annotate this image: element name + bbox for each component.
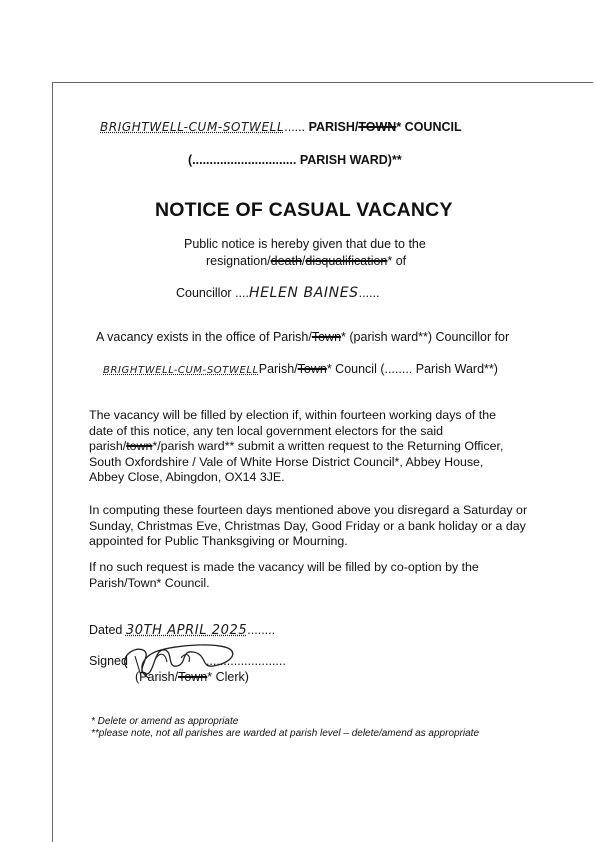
computing-paragraph: In computing these fourteen days mentioned above you disregard a Saturday or Sunday, Christmas Eve, Christmas Day, Good Friday or a bank holiday or a day appointed for Public Thanksgiving or Mourning.: [89, 503, 528, 549]
vacancy-town-2: Town: [297, 362, 327, 376]
election-line-4: South Oxfordshire / Vale of White Horse District Council*, Abbey House,: [89, 454, 484, 469]
council-suffix-parish: PARISH/: [308, 120, 359, 134]
vacancy-town: Town: [311, 330, 342, 344]
notice-line-2: [206, 254, 406, 268]
notice-line-1: Public notice is hereby given that due to the: [184, 237, 426, 251]
election-line-2: date of this notice, any ten local government electors for the said: [89, 423, 444, 438]
ward-line-end: PARISH WARD)**: [296, 153, 402, 167]
election-town: town: [126, 439, 153, 454]
councillor-dots-after: ......: [358, 286, 380, 300]
cooption-paragraph: If no such request is made the vacancy will be filled by co-option by the Parish/Town* Council.: [89, 560, 479, 590]
signed-label: Signed: [89, 654, 128, 668]
councillor-name-handwritten: HELEN BAINES: [248, 285, 359, 301]
vacancy-start: A vacancy exists in the office of Parish/: [96, 330, 312, 344]
signed-role: [135, 670, 249, 684]
page-title: NOTICE OF CASUAL VACANCY: [155, 199, 453, 221]
councillor-dots-before: ....: [235, 286, 249, 300]
role-parish: Parish/: [139, 670, 179, 684]
council-suffix-town: TOWN: [358, 120, 397, 134]
notice-disqualification: disqualification: [305, 254, 388, 268]
notice-tail: * of: [387, 254, 407, 268]
vacancy-line-2: [103, 362, 498, 376]
dated-handwritten: 30TH APRIL 2025: [125, 623, 248, 638]
election-line-3: [89, 439, 559, 455]
election-parish: parish/: [89, 439, 127, 454]
dated-dots: ........: [247, 623, 276, 637]
election-paragraph: [89, 408, 559, 486]
footnote-1: * Delete or amend as appropriate: [91, 716, 239, 727]
ward-line-start: (..............................: [188, 153, 297, 167]
ward-line: [188, 153, 402, 167]
role-open: (: [135, 670, 140, 684]
council-line: [100, 120, 462, 134]
dated-line: [89, 623, 275, 638]
footnote-2: **please note, not all parishes are warded at parish level – delete/amend as appropriate: [91, 728, 480, 739]
role-end: * Clerk): [207, 670, 249, 684]
role-town: Town: [178, 670, 208, 684]
council-suffix-end: * COUNCIL: [396, 120, 462, 134]
councillor-line: [176, 285, 379, 301]
election-line-1: The vacancy will be filled by election if, within fourteen working days of the: [89, 408, 497, 422]
notice-resignation: resignation/: [206, 254, 271, 268]
notice-slash: /: [301, 254, 306, 268]
dated-label: Dated: [89, 623, 126, 637]
council-dots: ......: [284, 120, 306, 134]
vacancy-parish: Parish/: [258, 362, 298, 376]
vacancy-end: * (parish ward**) Councillor for: [341, 330, 510, 344]
election-line-5: Abbey Close, Abingdon, OX14 3JE.: [89, 470, 285, 485]
vacancy-end-2: * Council (........ Parish Ward**): [326, 362, 498, 376]
election-line-3-rest: */parish ward** submit a written request to the Returning Officer,: [152, 439, 504, 454]
council-name-handwritten: BRIGHTWELL-CUM-SOTWELL: [100, 120, 285, 134]
vacancy-council-handwritten: BRIGHTWELL-CUM-SOTWELL: [103, 365, 259, 376]
notice-death: death: [270, 254, 302, 268]
signed-dots: .......................: [205, 654, 286, 668]
vacancy-line-1: [96, 330, 509, 344]
councillor-label: Councillor: [176, 286, 236, 300]
